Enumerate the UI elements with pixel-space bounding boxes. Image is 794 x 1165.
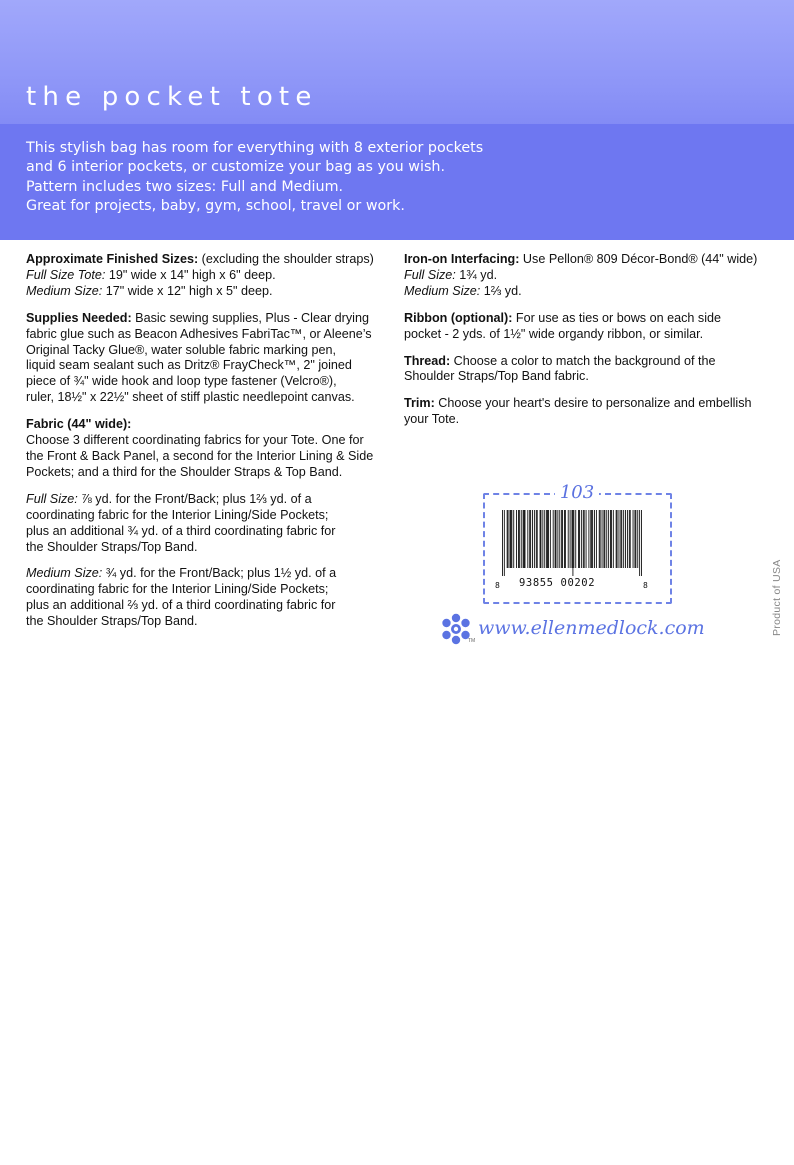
- barcode-bar: [590, 510, 591, 568]
- supplies-text: liquid seam sealant such as Dritz® FrayCheck™, 2" joined: [26, 358, 352, 373]
- barcode-bar: [537, 510, 538, 568]
- barcode-bar: [546, 510, 547, 568]
- interfacing-heading: Iron-on Interfacing:: [404, 252, 520, 266]
- barcode-bar: [529, 510, 530, 568]
- supplies-text: Original Tacky Glue®, water soluble fabric marking pen,: [26, 342, 337, 357]
- full-size-label: Full Size Tote:: [26, 267, 106, 282]
- ribbon-text: pocket - 2 yds. of 1½" wide organdy ribbon, or similar.: [404, 326, 704, 341]
- sizes-note: (excluding the shoulder straps): [198, 252, 374, 266]
- barcode-bar: [584, 510, 585, 568]
- interfacing-text: Use Pellon® 809 Décor-Bond® (44" wide): [519, 252, 758, 266]
- barcode-bar: [536, 510, 537, 568]
- barcode-bar: [524, 510, 525, 568]
- barcode-bar: [610, 510, 611, 568]
- sizes-section: [26, 252, 398, 300]
- barcode-bar: [550, 510, 551, 568]
- sizes-heading: Approximate Finished Sizes:: [26, 252, 199, 266]
- supplies-text: piece of ¾" wide hook and loop type fastener (Velcro®),: [26, 374, 337, 389]
- barcode-bar: [623, 510, 624, 568]
- barcode-bar: [639, 510, 640, 576]
- barcode-bar: [510, 510, 511, 568]
- barcode-bar: [561, 510, 562, 568]
- barcode-bar: [540, 510, 541, 568]
- barcode-bar: [620, 510, 621, 568]
- barcode-bar: [511, 510, 512, 568]
- barcode-bar: [630, 510, 631, 568]
- barcode-bar: [604, 510, 605, 568]
- barcode-bar: [617, 510, 618, 568]
- fabric-text: Choose 3 different coordinating fabrics for your Tote. One for: [26, 433, 364, 448]
- page-title: the pocket tote: [26, 82, 318, 112]
- medium-size-label: Medium Size:: [26, 283, 103, 298]
- barcode-bar: [594, 510, 595, 568]
- barcode-bar: [634, 510, 635, 568]
- barcode-bar: [625, 510, 626, 568]
- barcode-bar: [518, 510, 519, 568]
- trim-heading: Trim:: [404, 396, 435, 411]
- fabric-full-label: Full Size:: [26, 491, 78, 506]
- barcode-bar: [627, 510, 628, 568]
- barcode-bar: [504, 510, 505, 576]
- pattern-number: 103: [555, 482, 599, 504]
- thread-text: Choose a color to match the background of the: [450, 353, 716, 368]
- fabric-section: [26, 417, 398, 481]
- upc-trail-digit: 8: [643, 581, 648, 590]
- barcode-bar: [619, 510, 620, 568]
- barcode-bar: [521, 510, 522, 568]
- barcode-bar: [572, 510, 573, 568]
- barcode-bar: [513, 510, 514, 568]
- interfacing-full-label: Full Size:: [404, 267, 456, 282]
- trim-text: Choose your heart's desire to personalize and embellish: [434, 396, 752, 411]
- barcode-bar: [578, 510, 579, 568]
- barcode-bar: [527, 510, 528, 568]
- full-size-value: 19" wide x 14" high x 6" deep.: [105, 267, 276, 282]
- fabric-medium-text: plus an additional ⅔ yd. of a third coordinating fabric for: [26, 598, 336, 613]
- barcode-bar: [641, 510, 642, 576]
- barcode-bar: [613, 510, 614, 568]
- barcode-bar: [544, 510, 545, 568]
- intro-line: Great for projects, baby, gym, school, travel or work.: [26, 197, 405, 214]
- fabric-full-section: [26, 492, 398, 556]
- barcode-bar: [548, 510, 549, 568]
- trim-text: your Tote.: [404, 412, 460, 427]
- barcode-bar: [502, 510, 503, 576]
- interfacing-section: [404, 252, 776, 300]
- left-column: [26, 252, 398, 641]
- fabric-text: the Front & Back Panel, a second for the Interior Lining & Side: [26, 448, 374, 463]
- thread-text: Shoulder Straps/Top Band fabric.: [404, 369, 589, 384]
- ribbon-text: For use as ties or bows on each side: [512, 310, 722, 325]
- barcode-bar: [588, 510, 589, 568]
- thread-section: [404, 354, 776, 386]
- barcode-bar: [579, 510, 580, 568]
- barcode-bar: [600, 510, 601, 568]
- barcode-bar: [525, 510, 526, 568]
- website-link[interactable]: www.ellenmedlock.com: [478, 617, 705, 639]
- fabric-full-text: ⅞ yd. for the Front/Back; plus 1⅔ yd. of a: [77, 491, 312, 506]
- barcode-bar: [510, 510, 511, 568]
- fabric-medium-section: [26, 566, 398, 630]
- barcode-bar: [637, 510, 638, 568]
- barcode-bar: [519, 510, 520, 568]
- supplies-text: Basic sewing supplies, Plus - Clear drying: [131, 310, 369, 325]
- fabric-full-text: coordinating fabric for the Interior Lining/Side Pockets;: [26, 507, 329, 522]
- barcode-bar: [602, 510, 603, 568]
- interfacing-medium-value: 1⅔ yd.: [480, 283, 522, 298]
- trademark-mark: TM: [468, 638, 476, 644]
- intro-line: This stylish bag has room for everything with 8 exterior pockets: [26, 140, 484, 156]
- fabric-medium-label: Medium Size:: [26, 566, 103, 581]
- barcode-bar: [547, 510, 548, 568]
- fabric-text: Pockets; and a third for the Shoulder Straps & Top Band.: [26, 464, 343, 479]
- barcode-bar: [596, 510, 597, 568]
- barcode-bar: [559, 510, 560, 568]
- fabric-full-text: plus an additional ¾ yd. of a third coordinating fabric for: [26, 523, 336, 538]
- barcode-bar: [603, 510, 604, 568]
- barcode-bar: [553, 510, 554, 568]
- barcode-bar: [523, 510, 524, 568]
- ribbon-section: [404, 311, 776, 343]
- product-origin-label: Product of USA: [771, 559, 783, 636]
- barcode-bar: [583, 510, 584, 568]
- barcode-bar: [633, 510, 634, 568]
- barcode-bar: [507, 510, 508, 568]
- barcode-bar: [573, 510, 574, 568]
- fabric-medium-text: coordinating fabric for the Interior Lining/Side Pockets;: [26, 582, 329, 597]
- medium-size-value: 17" wide x 12" high x 5" deep.: [102, 283, 273, 298]
- barcode-bar: [572, 510, 573, 576]
- interfacing-full-value: 1¾ yd.: [455, 267, 498, 282]
- barcode-bars: [492, 510, 652, 578]
- barcode-bar: [621, 510, 622, 568]
- barcode-bar: [562, 510, 563, 568]
- upc-digits: 93855 00202: [519, 577, 596, 589]
- barcode-bar: [606, 510, 607, 568]
- barcode-bar: [508, 510, 509, 568]
- intro-line: and 6 interior pockets, or customize your bag as you wish.: [26, 159, 446, 176]
- barcode-bar: [557, 510, 558, 568]
- right-column: [404, 252, 776, 439]
- barcode-bar: [530, 510, 531, 568]
- barcode-bar: [534, 510, 535, 568]
- barcode-bar: [542, 510, 543, 568]
- barcode-bar: [568, 510, 569, 568]
- fabric-full-text: the Shoulder Straps/Top Band.: [26, 539, 198, 554]
- intro-line: Pattern includes two sizes: Full and Medium.: [26, 178, 344, 195]
- barcode-bar: [635, 510, 636, 568]
- barcode-bar: [564, 510, 565, 568]
- barcode-bar: [516, 510, 517, 568]
- supplies-heading: Supplies Needed:: [26, 310, 132, 325]
- barcode-bar: [555, 510, 556, 568]
- barcode-bar: [570, 510, 571, 568]
- barcode-bar: [556, 510, 557, 568]
- fabric-heading: Fabric (44" wide):: [26, 417, 132, 432]
- barcode-bar: [541, 510, 542, 568]
- trim-section: [404, 396, 776, 428]
- upc-lead-digit: 8: [495, 581, 500, 590]
- barcode-bar: [581, 510, 582, 568]
- thread-heading: Thread:: [404, 353, 451, 368]
- ribbon-heading: Ribbon (optional):: [404, 310, 513, 325]
- intro-text: [26, 139, 626, 216]
- barcode-bar: [599, 510, 600, 568]
- barcode-bar: [591, 510, 592, 568]
- fabric-medium-text: the Shoulder Straps/Top Band.: [26, 614, 198, 629]
- supplies-text: ruler, 18½" x 22½" sheet of stiff plastic needlepoint canvas.: [26, 390, 355, 405]
- barcode-bar: [532, 510, 533, 568]
- barcode-bar: [575, 510, 576, 568]
- barcode-bar: [608, 510, 609, 568]
- fabric-medium-text: ¾ yd. for the Front/Back; plus 1½ yd. of a: [102, 566, 337, 581]
- barcode-bar: [565, 510, 566, 568]
- barcode-bar: [616, 510, 617, 568]
- supplies-text: fabric glue such as Beacon Adhesives FabriTac™, or Aleene’s: [26, 326, 372, 341]
- barcode-bar: [611, 510, 612, 568]
- interfacing-medium-label: Medium Size:: [404, 283, 481, 298]
- supplies-section: [26, 311, 398, 406]
- barcode-bar: [629, 510, 630, 568]
- barcode-bar: [586, 510, 587, 568]
- barcode-bar: [592, 510, 593, 568]
